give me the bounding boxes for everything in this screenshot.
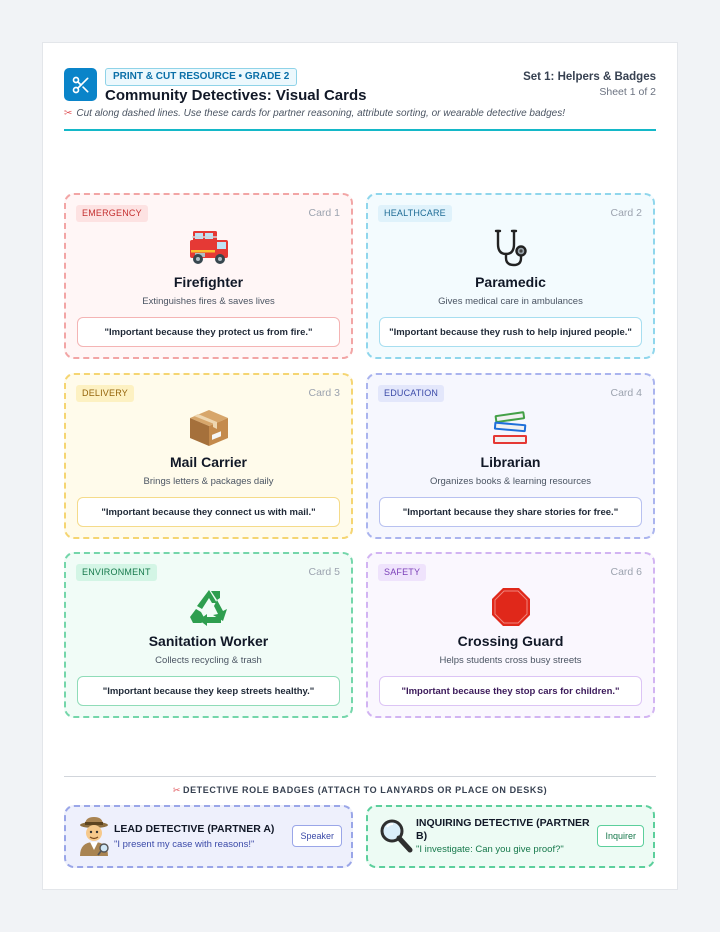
card-description: Organizes books & learning resources	[429, 476, 592, 487]
scissors-icon: ✂	[172, 785, 181, 795]
card-number: Card 5	[308, 566, 340, 578]
role-quote: "I investigate: Can you give proof?"	[416, 844, 564, 855]
speaker-role-button[interactable]: Speaker	[292, 825, 342, 847]
stop-sign-icon	[368, 587, 653, 627]
package-icon	[66, 408, 351, 448]
set-title: Set 1: Helpers & Badges	[523, 71, 656, 83]
role-name: LEAD DETECTIVE (PARTNER A)	[114, 823, 275, 835]
card-description: Brings letters & packages daily	[143, 476, 274, 487]
card-reason-quote: "Important because they keep streets healthy."	[77, 676, 340, 706]
helper-card-paramedic[interactable]	[366, 193, 655, 359]
inquirer-role-button[interactable]: Inquirer	[597, 825, 644, 847]
role-name: INQUIRING DETECTIVE (PARTNER B)	[416, 817, 590, 842]
helper-card-librarian[interactable]	[366, 373, 655, 539]
card-description: Helps students cross busy streets	[439, 655, 582, 666]
card-number: Card 1	[308, 207, 340, 219]
card-category-tag: EMERGENCY	[76, 205, 148, 222]
card-number: Card 6	[610, 566, 642, 578]
inquiring-detective-badge[interactable]	[366, 805, 655, 868]
recycle-icon	[66, 587, 351, 627]
section-divider	[64, 776, 656, 777]
card-number: Card 4	[610, 387, 642, 399]
card-number: Card 2	[610, 207, 642, 219]
header	[64, 68, 656, 132]
helper-card-mail-carrier[interactable]	[64, 373, 353, 539]
card-title: Paramedic	[475, 274, 546, 290]
card-number: Card 3	[308, 387, 340, 399]
card-category-tag: SAFETY	[378, 564, 426, 581]
helper-card-sanitation-worker[interactable]	[64, 552, 353, 718]
helper-card-crossing-guard[interactable]	[366, 552, 655, 718]
card-category-tag: ENVIRONMENT	[76, 564, 157, 581]
detective-icon	[76, 816, 116, 856]
card-category-tag: DELIVERY	[76, 385, 134, 402]
card-title: Mail Carrier	[169, 454, 248, 470]
card-reason-quote: "Important because they rush to help injured people."	[379, 317, 642, 347]
card-title: Crossing Guard	[457, 633, 564, 649]
card-title: Firefighter	[173, 274, 244, 290]
card-title: Librarian	[480, 454, 541, 470]
scissors-icon: ✂	[64, 108, 73, 119]
roles-title-text: DETECTIVE ROLE BADGES (ATTACH TO LANYARDS OR PLACE ON DESKS)	[182, 785, 548, 795]
card-description: Gives medical care in ambulances	[438, 296, 583, 307]
sheet-label: Sheet 1 of 2	[599, 86, 656, 98]
books-icon	[368, 408, 653, 448]
worksheet-page	[42, 42, 678, 890]
resource-badge: PRINT & CUT RESOURCE • GRADE 2	[105, 68, 297, 86]
card-description: Extinguishes fires & saves lives	[142, 296, 275, 307]
scissors-logo-icon	[64, 68, 97, 101]
header-divider	[64, 129, 656, 131]
instructions-text: Cut along dashed lines. Use these cards for partner reasoning, attribute sorting, or wearable detective badges!	[76, 108, 566, 119]
stethoscope-icon	[368, 228, 653, 268]
page-title: Community Detectives: Visual Cards	[105, 87, 367, 104]
card-category-tag: HEALTHCARE	[378, 205, 452, 222]
role-quote: "I present my case with reasons!"	[114, 839, 255, 850]
instructions	[64, 108, 565, 119]
lead-detective-badge[interactable]	[64, 805, 353, 868]
card-title: Sanitation Worker	[148, 633, 269, 649]
card-reason-quote: "Important because they protect us from fire."	[77, 317, 340, 347]
magnifying-glass-icon	[378, 816, 418, 856]
helper-card-firefighter[interactable]	[64, 193, 353, 359]
card-description: Collects recycling & trash	[155, 655, 262, 666]
card-category-tag: EDUCATION	[378, 385, 444, 402]
card-reason-quote: "Important because they share stories for free."	[379, 497, 642, 527]
card-reason-quote: "Important because they stop cars for children."	[379, 676, 642, 706]
roles-section-title	[43, 785, 677, 796]
fire-engine-icon	[66, 228, 351, 268]
card-reason-quote: "Important because they connect us with mail."	[77, 497, 340, 527]
